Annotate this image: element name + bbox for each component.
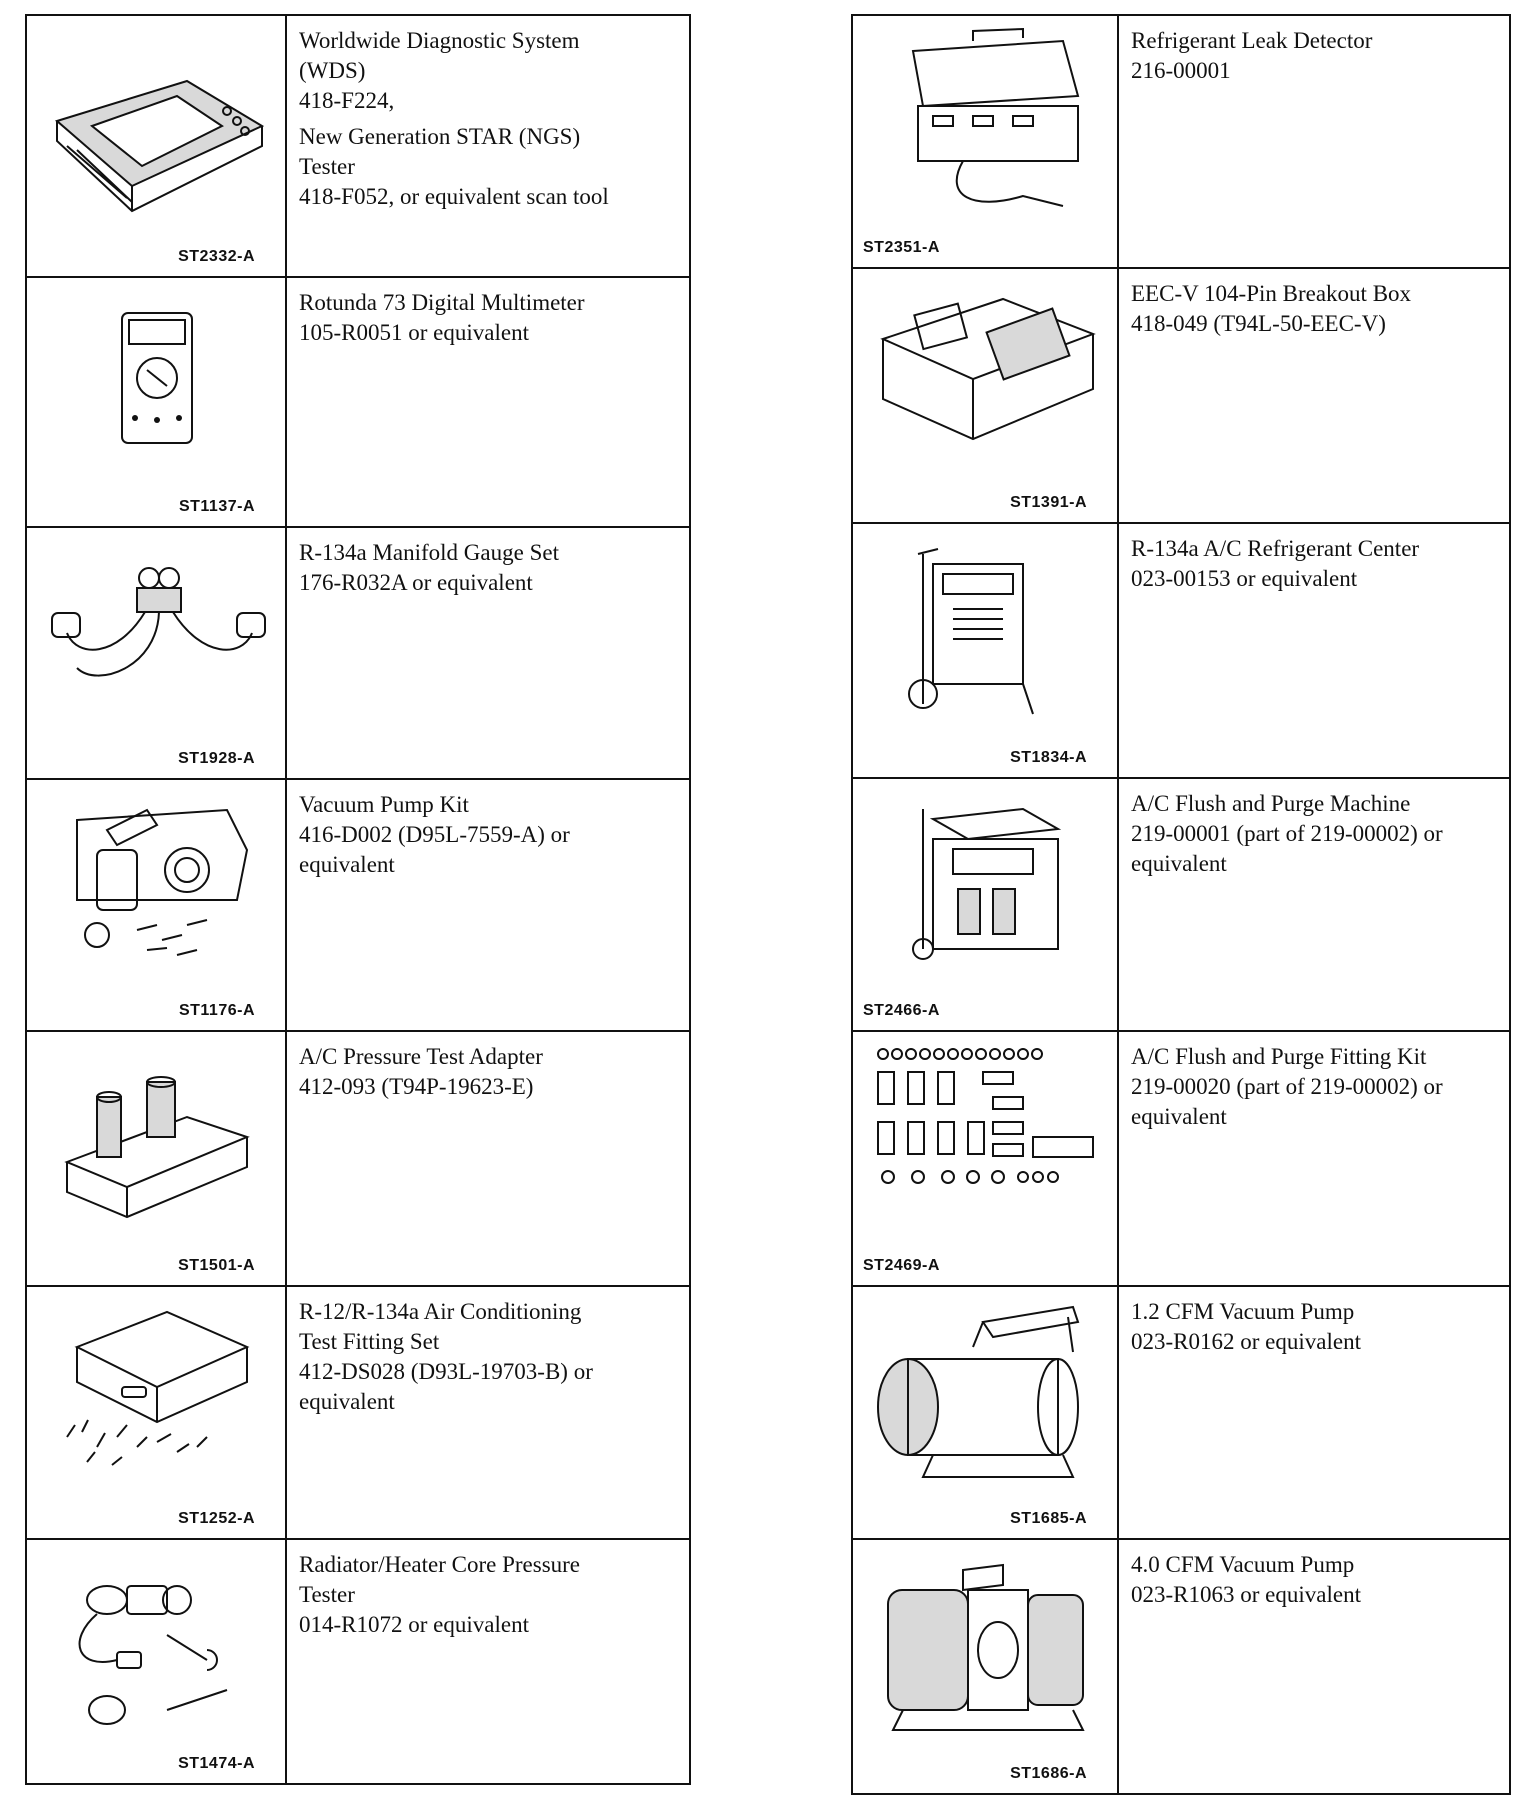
desc-line: A/C Flush and Purge Fitting Kit: [1131, 1044, 1427, 1069]
table-row: [852, 778, 1510, 1031]
desc-line: 219-00001 (part of 219-00002) or: [1131, 821, 1443, 846]
desc-line: Radiator/Heater Core Pressure: [299, 1552, 581, 1577]
desc-line: Tester: [299, 1582, 355, 1607]
desc-line: 023-00153 or equivalent: [1131, 566, 1358, 591]
desc-line: equivalent: [299, 852, 395, 877]
tool-image-cell: [26, 527, 286, 779]
tool-description: [286, 1031, 690, 1286]
desc-line: 4.0 CFM Vacuum Pump: [1131, 1552, 1355, 1577]
tool-image-cell: [852, 523, 1118, 778]
tool-image-cell: [26, 1286, 286, 1539]
desc-line: equivalent: [1131, 1104, 1227, 1129]
desc-line: R-12/R-134a Air Conditioning: [299, 1299, 582, 1324]
desc-line: A/C Flush and Purge Machine: [1131, 791, 1411, 816]
desc-line: 023-R0162 or equivalent: [1131, 1329, 1361, 1354]
desc-line: 418-F052, or equivalent scan tool: [299, 184, 609, 209]
desc-line: Test Fitting Set: [299, 1329, 440, 1354]
tool-description: [1118, 1286, 1510, 1539]
tool-image-cell: [26, 15, 286, 277]
tool-description: [1118, 1539, 1510, 1794]
figure-code: ST1928-A: [178, 750, 255, 767]
desc-line: 023-R1063 or equivalent: [1131, 1582, 1361, 1607]
vacuum-pump-large-icon: [863, 1550, 1107, 1750]
tool-image-cell: [852, 1031, 1118, 1286]
figure-code: ST2332-A: [178, 248, 255, 265]
tool-description: [1118, 1031, 1510, 1286]
flush-purge-machine-icon: [863, 789, 1107, 989]
desc-line: Refrigerant Leak Detector: [1131, 28, 1373, 53]
table-row: [852, 1031, 1510, 1286]
tool-image-cell: [852, 1286, 1118, 1539]
tool-image-cell: [26, 277, 286, 527]
tool-image-cell: [852, 778, 1118, 1031]
figure-code: ST1834-A: [1010, 749, 1087, 766]
vacuum-pump-kit-icon: [37, 790, 275, 990]
desc-line: A/C Pressure Test Adapter: [299, 1044, 543, 1069]
tool-table-right: [851, 14, 1511, 1795]
tool-image-cell: [26, 1539, 286, 1784]
table-row: [26, 1031, 690, 1286]
desc-line: Rotunda 73 Digital Multimeter: [299, 290, 585, 315]
refrigerant-center-icon: [863, 534, 1107, 734]
pressure-test-adapter-icon: [37, 1042, 275, 1242]
tool-description: [1118, 268, 1510, 523]
desc-line: 219-00020 (part of 219-00002) or: [1131, 1074, 1443, 1099]
breakout-box-icon: [863, 279, 1107, 479]
figure-code: ST1501-A: [178, 1257, 255, 1274]
desc-line: R-134a Manifold Gauge Set: [299, 540, 559, 565]
test-fitting-set-icon: [37, 1297, 275, 1497]
desc-line: equivalent: [1131, 851, 1227, 876]
desc-line: EEC-V 104-Pin Breakout Box: [1131, 281, 1412, 306]
table-row: [852, 1539, 1510, 1794]
leak-detector-icon: [863, 26, 1107, 226]
table-row: [26, 779, 690, 1031]
tool-description: [286, 527, 690, 779]
tool-image-cell: [852, 268, 1118, 523]
figure-code: ST1474-A: [178, 1755, 255, 1772]
tool-image-cell: [26, 779, 286, 1031]
tool-description: [286, 277, 690, 527]
desc-line: Vacuum Pump Kit: [299, 792, 469, 817]
pressure-tester-icon: [37, 1550, 275, 1750]
tool-image-cell: [852, 15, 1118, 268]
figure-code: ST1176-A: [178, 1002, 255, 1019]
figure-code: ST1686-A: [1010, 1765, 1087, 1782]
figure-code: ST1685-A: [1010, 1510, 1087, 1527]
right-tool-table: [851, 14, 1511, 1795]
table-row: [852, 268, 1510, 523]
table-row: [852, 1286, 1510, 1539]
figure-code: ST1137-A: [178, 498, 255, 515]
tool-description: [286, 779, 690, 1031]
figure-code: ST2466-A: [863, 1002, 940, 1019]
fitting-kit-icon: [863, 1042, 1107, 1242]
desc-line: 416-D002 (D95L-7559-A) or: [299, 822, 570, 847]
tool-description: [1118, 15, 1510, 268]
desc-line: 216-00001: [1131, 58, 1231, 83]
table-row: [852, 523, 1510, 778]
table-row: [26, 277, 690, 527]
tool-description: [286, 1286, 690, 1539]
table-row: [26, 1286, 690, 1539]
tool-description: [1118, 523, 1510, 778]
desc-line: R-134a A/C Refrigerant Center: [1131, 536, 1420, 561]
desc-line: 014-R1072 or equivalent: [299, 1612, 529, 1637]
desc-line: 418-049 (T94L-50-EEC-V): [1131, 311, 1386, 336]
desc-line: 418-F224,: [299, 88, 395, 113]
figure-code: ST1252-A: [178, 1510, 255, 1527]
desc-line: 412-093 (T94P-19623-E): [299, 1074, 534, 1099]
table-row: [852, 15, 1510, 268]
table-row: [26, 527, 690, 779]
tool-description: [1118, 778, 1510, 1031]
vacuum-pump-icon: [863, 1297, 1107, 1497]
figure-code: ST2351-A: [863, 239, 940, 256]
tool-description: [286, 15, 690, 277]
tool-description: [286, 1539, 690, 1784]
tool-table-left: [25, 14, 691, 1785]
desc-line: 1.2 CFM Vacuum Pump: [1131, 1299, 1355, 1324]
desc-line: Tester: [299, 154, 355, 179]
desc-line: 412-DS028 (D93L-19703-B) or: [299, 1359, 593, 1384]
desc-line: 176-R032A or equivalent: [299, 570, 533, 595]
table-row: [26, 15, 690, 277]
scan-tool-icon: [37, 26, 275, 246]
left-tool-table: [25, 14, 691, 1785]
tool-image-cell: [852, 1539, 1118, 1794]
table-row: [26, 1539, 690, 1784]
tool-image-cell: [26, 1031, 286, 1286]
desc-line: Worldwide Diagnostic System: [299, 28, 580, 53]
desc-line: (WDS): [299, 58, 366, 83]
desc-line: 105-R0051 or equivalent: [299, 320, 529, 345]
figure-code: ST1391-A: [1010, 494, 1087, 511]
multimeter-icon: [37, 288, 275, 488]
desc-line: New Generation STAR (NGS): [299, 124, 581, 149]
manifold-gauge-icon: [37, 538, 275, 738]
figure-code: ST2469-A: [863, 1257, 940, 1274]
desc-line: equivalent: [299, 1389, 395, 1414]
